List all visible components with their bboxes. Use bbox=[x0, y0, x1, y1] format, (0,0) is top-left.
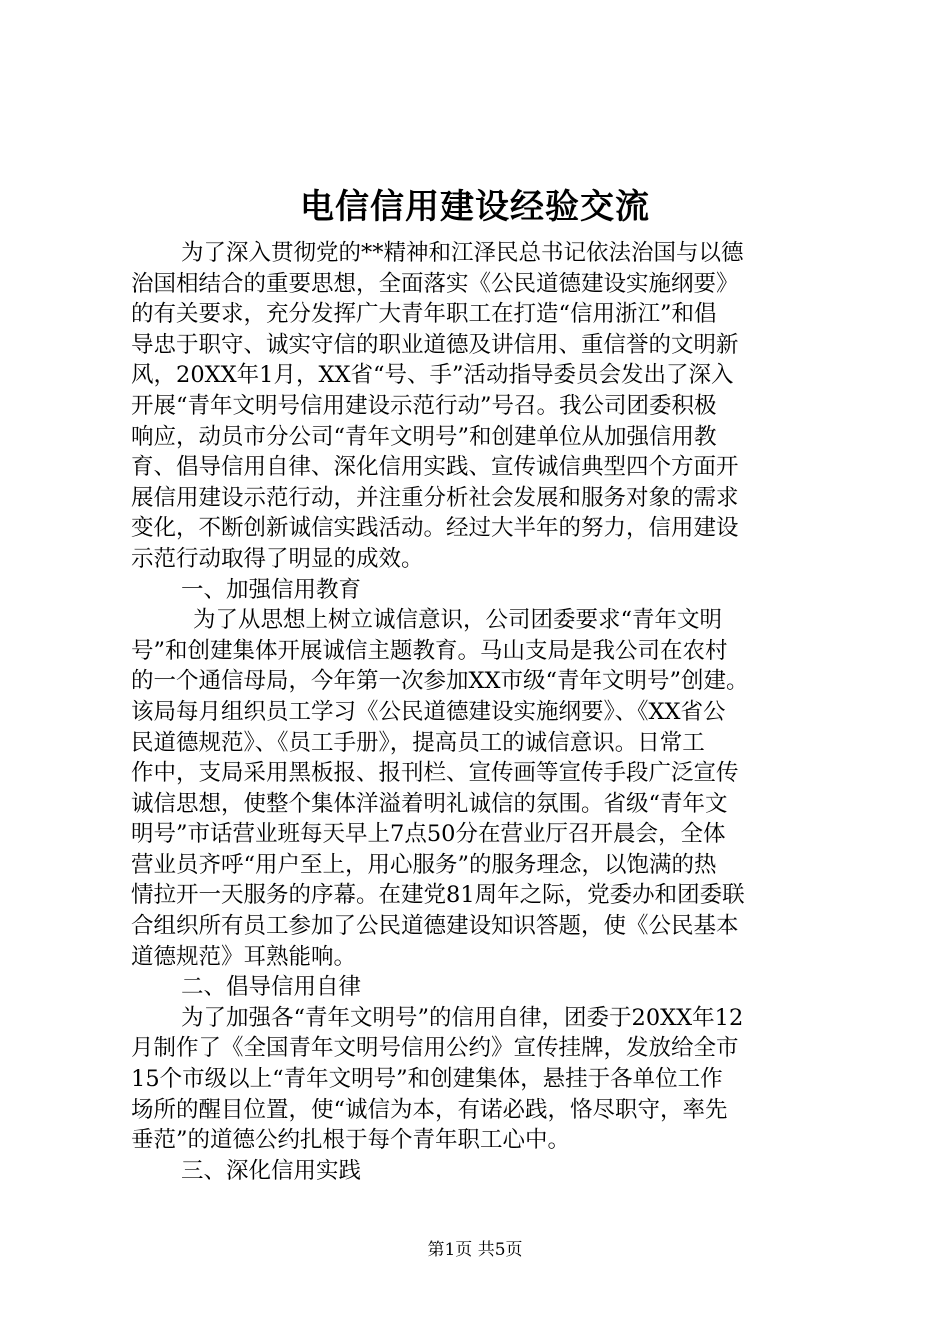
section-heading-3: 三、深化信用实践 bbox=[181, 1157, 362, 1184]
page-footer: 第1页 共5页 bbox=[427, 1240, 523, 1260]
paragraph-intro-line: 的有关要求，充分发挥广大青年职工在打造“信用浙江”和倡 bbox=[131, 301, 717, 328]
document-body bbox=[131, 238, 831, 1186]
paragraph-section1-line: 明号”市话营业班每天早上7点50分在营业厅召开晨会，全体 bbox=[131, 821, 726, 848]
paragraph-section2-line: 月制作了《全国青年文明号信用公约》宣传挂牌，发放给全市 bbox=[131, 1035, 739, 1062]
paragraph-section1-line: 为了从思想上树立诚信意识，公司团委要求“青年文明 bbox=[193, 607, 723, 634]
paragraph-section1-line: 号”和创建集体开展诚信主题教育。马山支局是我公司在农村 bbox=[131, 637, 728, 664]
paragraph-section1-line: 作中，支局采用黑板报、报刊栏、宣传画等宣传手段广泛宣传 bbox=[131, 760, 739, 787]
paragraph-intro-line: 展信用建设示范行动，并注重分析社会发展和服务对象的需求 bbox=[131, 484, 739, 511]
paragraph-section2-line: 垂范”的道德公约扎根于每个青年职工心中。 bbox=[131, 1127, 571, 1154]
paragraph-section1-line: 道德规范》耳熟能响。 bbox=[131, 943, 357, 970]
paragraph-section2-line: 场所的醒目位置，使“诚信为本，有诺必践，恪尽职守，率先 bbox=[131, 1096, 728, 1123]
paragraph-intro-line: 变化，不断创新诚信实践活动。经过大半年的努力，信用建设 bbox=[131, 515, 739, 542]
paragraph-section2-line: 为了加强各“青年文明号”的信用自律，团委于20XX年12 bbox=[181, 1004, 744, 1031]
paragraph-section1-line: 情拉开一天服务的序幕。在建党81周年之际，党委办和团委联 bbox=[131, 882, 745, 909]
paragraph-intro-line: 响应，动员市分公司“青年文明号”和创建单位从加强信用教 bbox=[131, 423, 717, 450]
paragraph-section1-line: 诚信思想，使整个集体洋溢着明礼诚信的氛围。省级“青年文 bbox=[131, 790, 728, 817]
paragraph-section1-line: 民道德规范》、《员工手册》，提高员工的诚信意识。日常工 bbox=[131, 729, 705, 756]
paragraph-intro-line: 示范行动取得了明显的成效。 bbox=[131, 545, 424, 572]
paragraph-intro-line: 导忠于职守、诚实守信的职业道德及讲信用、重信誉的文明新 bbox=[131, 331, 739, 358]
paragraph-section1-line: 该局每月组织员工学习《公民道德建设实施纲要》、《XX省公 bbox=[131, 698, 726, 725]
paragraph-section1-line: 营业员齐呼“用户至上，用心服务”的服务理念，以饱满的热 bbox=[131, 851, 717, 878]
section-heading-2: 二、倡导信用自律 bbox=[181, 974, 362, 1001]
paragraph-section2-line: 15个市级以上“青年文明号”和创建集体，悬挂于各单位工作 bbox=[131, 1066, 723, 1093]
paragraph-section1-line: 合组织所有员工参加了公民道德建设知识答题，使《公民基本 bbox=[131, 913, 739, 940]
paragraph-section1-line: 的一个通信母局，今年第一次参加XX市级“青年文明号”创建。 bbox=[131, 668, 749, 695]
section-heading-1: 一、加强信用教育 bbox=[181, 576, 362, 603]
paragraph-intro-line: 开展“青年文明号信用建设示范行动”号召。我公司团委积极 bbox=[131, 392, 717, 419]
document-title: 电信信用建设经验交流 bbox=[300, 187, 650, 227]
paragraph-intro-line: 治国相结合的重要思想，全面落实《公民道德建设实施纲要》 bbox=[131, 270, 739, 297]
paragraph-intro-line: 为了深入贯彻党的**精神和江泽民总书记依法治国与以德 bbox=[181, 240, 744, 266]
paragraph-intro-line: 风，20XX年1月，XX省“号、手”活动指导委员会发出了深入 bbox=[131, 362, 734, 389]
paragraph-intro-line: 育、倡导信用自律、深化信用实践、宣传诚信典型四个方面开 bbox=[131, 454, 739, 481]
